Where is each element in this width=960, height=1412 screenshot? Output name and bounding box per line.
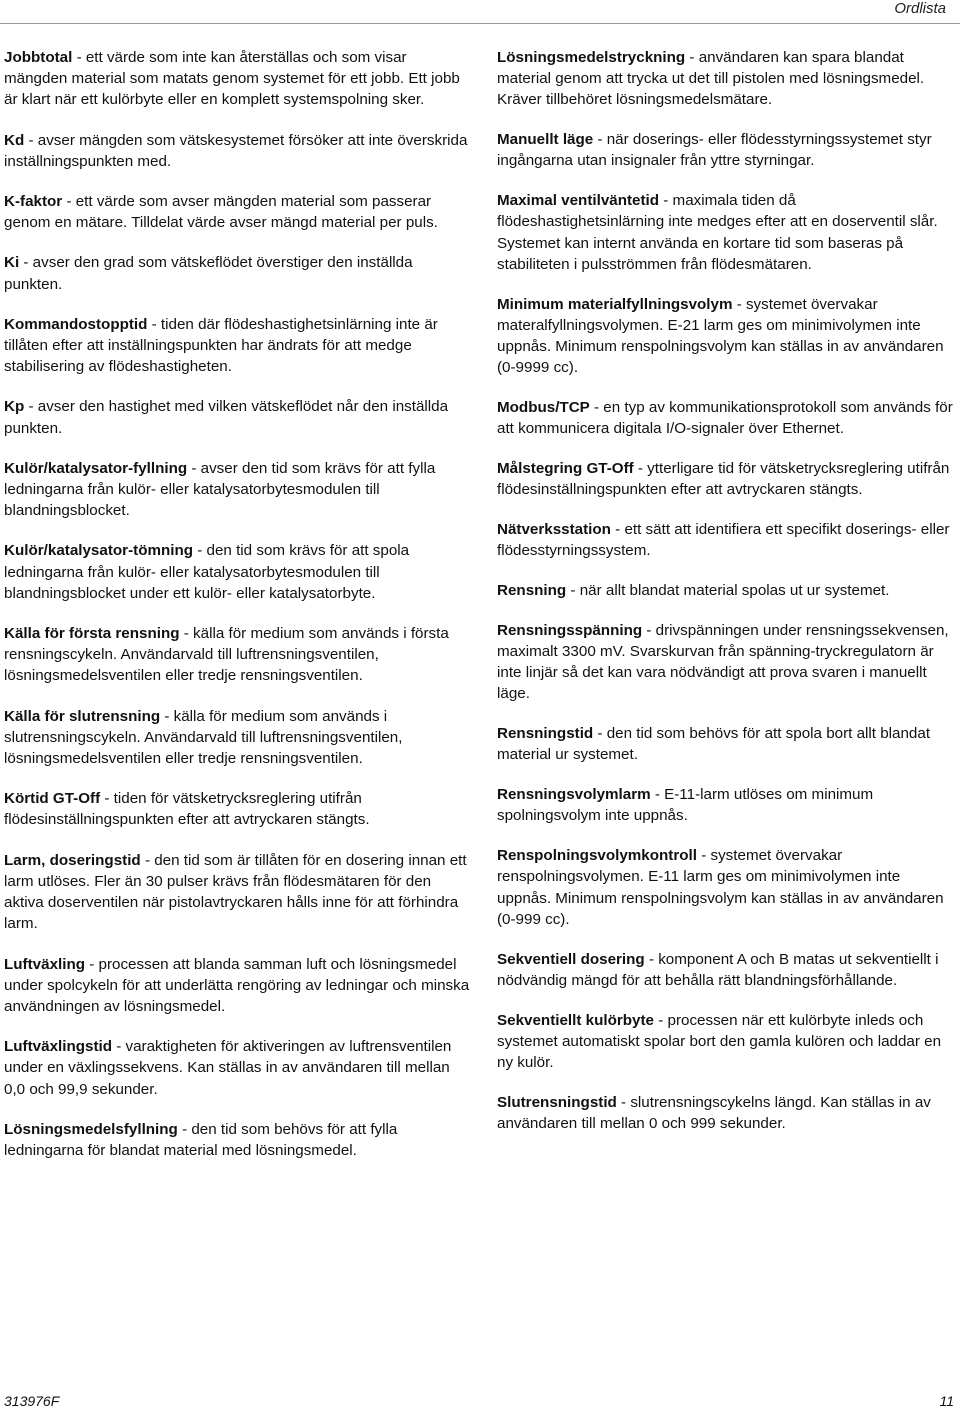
footer-document-code: 313976F <box>4 1393 60 1409</box>
glossary-entry <box>497 723 955 765</box>
glossary-definition: - avser mängden som vätskesystemet försöker att inte överskrida inställningspunkten med. <box>4 131 468 170</box>
glossary-term: Kp <box>4 398 25 416</box>
glossary-term: Minimum materialfyllningsvolym <box>497 295 733 313</box>
glossary-definition: - avser den hastighet med vilken vätskeflödet når den inställda punkten. <box>4 398 449 437</box>
glossary-entry <box>497 397 955 439</box>
glossary-definition: - den tid som behövs för att spola bort allt blandat material ur systemet. <box>497 725 931 764</box>
glossary-term: Manuellt läge <box>497 131 594 149</box>
glossary-term: Rensningsspänning <box>497 621 643 639</box>
glossary-definition: - den tid som är tillåten för en dosering innan ett larm utlöses. Fler än 30 pulser krävs från flödesmätaren för den aktiva doserventilen när pistolavtryckaren hålls inne för att förhindra larm. <box>4 851 467 933</box>
glossary-definition: - komponent A och B matas ut sekventiellt i nödvändig mängd för att behålla rätt blandningsförhållande. <box>497 950 939 989</box>
glossary-term: Renspolningsvolymkontroll <box>497 847 697 865</box>
glossary-term: Slutrensningstid <box>497 1093 617 1111</box>
glossary-definition: - avser den grad som vätskeflödet överstiger den inställda punkten. <box>4 254 413 293</box>
glossary-definition: - källa för medium som används i slutrensningscykeln. Användarvald till luftrensningsventilen, lösningsmedelsventilen eller tredje rensningsventilen. <box>4 707 403 768</box>
glossary-term: Kd <box>4 131 25 149</box>
glossary-entry <box>4 130 474 172</box>
glossary-term: Modbus/TCP <box>497 399 590 417</box>
glossary-definition: - ett värde som avser mängden material som passerar genom en mätare. Tilldelat värde avser mängd material per puls. <box>4 193 438 232</box>
glossary-definition: - källa för medium som används i första rensningscykeln. Användarvald till luftrensningsventilen, lösningsmedelsventilen eller tredje rensningsventilen. <box>4 625 449 685</box>
glossary-definition: - E-11-larm utlöses om minimum spolningsvolym inte uppnås. <box>497 786 874 825</box>
glossary-entry <box>4 850 474 935</box>
glossary-definition: - drivspänningen under rensningssekvensen, maximalt 3300 mV. Svarskurvan från spänning-tryckregulatorn är inte linjär så det kan vara nödvändigt att prova svaren i manuellt läge. <box>497 621 949 703</box>
glossary-entry <box>4 540 474 604</box>
glossary-entry <box>497 47 955 111</box>
glossary-definition: - ett värde som inte kan återställas och som visar mängden material som matats genom systemet för ett jobb. Ett jobb är klart när ett kulörbyte eller en komplett systemspolning sker. <box>4 49 460 109</box>
glossary-term: Larm, doseringstid <box>4 851 141 869</box>
glossary-entry <box>497 519 955 561</box>
glossary-definition: - när allt blandat material spolas ut ur systemet. <box>566 582 890 600</box>
glossary-entry <box>4 314 474 378</box>
glossary-entry <box>497 1010 955 1074</box>
glossary-entry <box>497 1092 955 1134</box>
glossary-entry <box>497 294 955 379</box>
glossary-entry <box>497 580 955 601</box>
glossary-term: Jobbtotal <box>4 49 73 66</box>
glossary-term: Maximal ventilväntetid <box>497 192 660 210</box>
glossary-entry <box>497 784 955 826</box>
glossary-definition: - slutrensningscykelns längd. Kan ställas in av användaren till mellan 0 och 999 sekunder. <box>497 1093 931 1133</box>
glossary-definition: - en typ av kommunikationsprotokoll som används för att kommunicera digitala I/O-signaler över Ethernet. <box>497 399 953 438</box>
glossary-term: Lösningsmedelsfyllning <box>4 1120 178 1138</box>
glossary-definition: - den tid som behövs för att fylla ledningarna för blandat material med lösningsmedel. <box>4 1120 398 1159</box>
glossary-term: Lösningsmedelstryckning <box>497 49 686 66</box>
glossary-entry <box>4 1119 474 1161</box>
page-header-title: Ordlista <box>894 0 946 17</box>
glossary-entry <box>4 47 474 111</box>
glossary-term: Körtid GT-Off <box>4 790 101 808</box>
glossary-definition: - processen när ett kulörbyte inleds och systemet automatiskt spolar bort den gamla kulören och laddar en ny kulör. <box>497 1011 942 1072</box>
glossary-entry <box>497 190 955 275</box>
glossary-entry <box>4 252 474 294</box>
glossary-term: Målstegring GT-Off <box>497 460 634 478</box>
glossary-entry <box>497 949 955 991</box>
glossary-entry <box>4 396 474 438</box>
glossary-term: Nätverksstation <box>497 521 611 539</box>
glossary-definition: - processen att blanda samman luft och lösningsmedel under spolcykeln för att underlätta rengöring av ledningar och minska användningen av lösningsmedel. <box>4 955 470 1015</box>
glossary-entry <box>497 129 955 171</box>
footer-page-number: 11 <box>939 1393 954 1409</box>
glossary-entry <box>4 1036 474 1100</box>
glossary-term: K-faktor <box>4 193 63 211</box>
glossary-term: Sekventiell dosering <box>497 950 645 968</box>
glossary-left-column <box>4 47 474 1180</box>
glossary-entry <box>4 954 474 1018</box>
glossary-term: Luftväxlingstid <box>4 1038 113 1056</box>
glossary-definition: - maximala tiden då flödeshastighetsinlärning inte medges efter att en doserventil slår. Systemet kan internt använda en kortare tid som baseras på stabiliteten i pulsströmmen från flödesmätaren. <box>497 192 938 273</box>
glossary-entry <box>4 706 474 770</box>
header-divider <box>0 23 960 24</box>
glossary-entry <box>497 845 955 930</box>
glossary-entry <box>497 458 955 500</box>
glossary-definition: - tiden där flödeshastighetsinlärning inte är tillåten efter att inställningspunkten har ändrats för att medge stabilisering av flödeshastigheten. <box>4 315 438 376</box>
glossary-term: Kulör/katalysator-tömning <box>4 542 194 560</box>
glossary-definition: - systemet övervakar materalfyllningsvolymen. E-21 larm ges om minimivolymen inte uppnås. Minimum renspolningsvolym kan ställas in av användaren (0-9999 cc). <box>497 295 944 377</box>
glossary-term: Källa för första rensning <box>4 625 180 643</box>
glossary-definition: - den tid som krävs för att spola ledningarna från kulör- eller katalysatorbytesmodulen till blandningsblocket under ett kulör- eller katalysatorbyte. <box>4 542 410 602</box>
glossary-term: Kulör/katalysator-fyllning <box>4 459 188 477</box>
glossary-definition: - systemet övervakar renspolningsvolymen. E-11 larm ges om minimivolymen inte uppnås. Minimum renspolningsvolym kan ställas in av användaren (0-999 cc). <box>497 847 944 928</box>
glossary-term: Rensningsvolymlarm <box>497 786 651 804</box>
glossary-term: Luftväxling <box>4 955 86 973</box>
glossary-definition: - ytterligare tid för vätsketrycksreglering utifrån flödesinställningspunkten efter att avtryckaren stängts. <box>497 460 950 499</box>
glossary-term: Källa för slutrensning <box>4 707 161 725</box>
glossary-definition: - när doserings- eller flödesstyrningssystemet styr ingångarna utan insignaler från yttre styrningar. <box>497 131 932 170</box>
glossary-entry <box>4 458 474 522</box>
glossary-entry <box>4 788 474 830</box>
glossary-term: Kommandostopptid <box>4 315 148 333</box>
glossary-term: Sekventiellt kulörbyte <box>497 1011 654 1029</box>
glossary-right-column <box>497 47 955 1153</box>
glossary-term: Ki <box>4 254 20 272</box>
glossary-term: Rensning <box>497 582 567 600</box>
glossary-entry <box>497 620 955 705</box>
glossary-term: Rensningstid <box>497 725 594 743</box>
glossary-definition: - varaktigheten för aktiveringen av luftrensventilen under en växlingssekvens. Kan ställas in av användaren till mellan 0,0 och 99,9 sekunder. <box>4 1038 452 1098</box>
glossary-definition: - tiden för vätsketrycksreglering utifrån flödesinställningspunkten efter att avtryckaren stängts. <box>4 790 370 829</box>
glossary-definition: - avser den tid som krävs för att fylla ledningarna från kulör- eller katalysatorbytesmodulen till blandningsblocket. <box>4 459 436 520</box>
glossary-entry <box>4 623 474 687</box>
glossary-definition: - användaren kan spara blandat material genom att trycka ut det till pistolen med lösningsmedel. Kräver tillbehöret lösningsmedelsmätare. <box>497 49 925 109</box>
glossary-entry <box>4 191 474 233</box>
glossary-definition: - ett sätt att identifiera ett specifikt doserings- eller flödesstyrningssystem. <box>497 521 950 560</box>
